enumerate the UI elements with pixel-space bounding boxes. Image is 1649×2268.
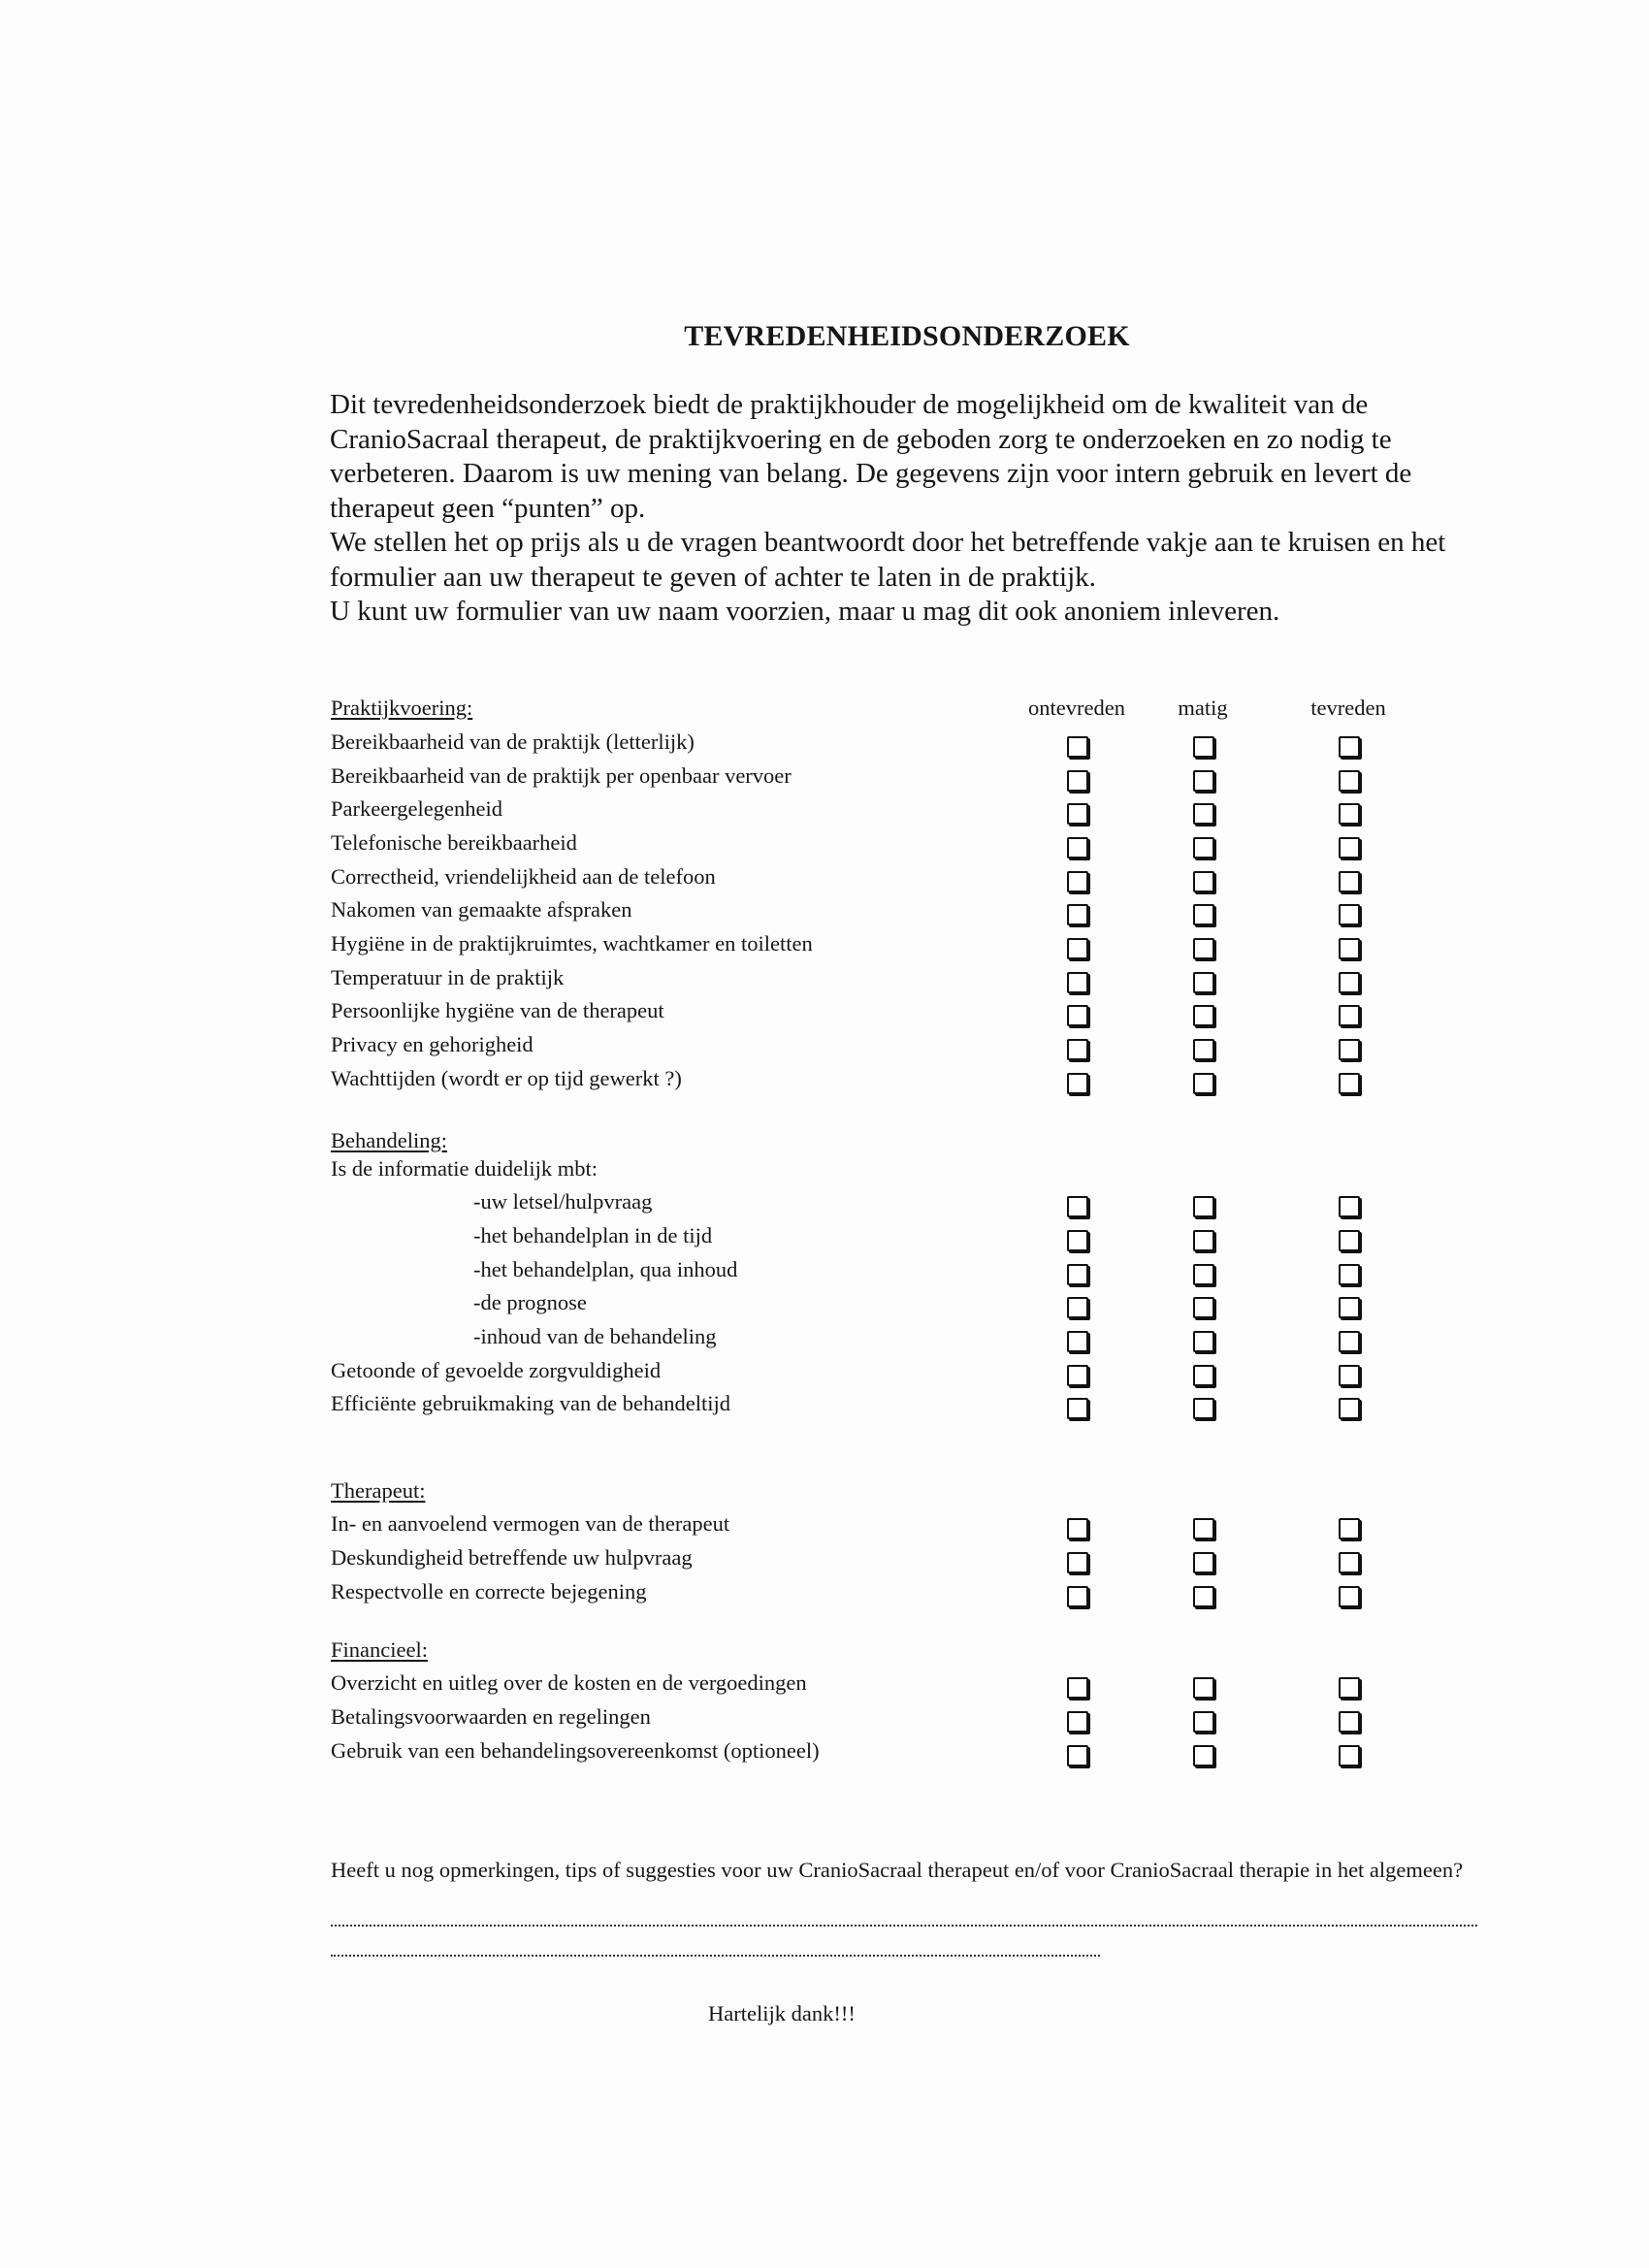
checkbox-tevreden[interactable]	[1339, 1264, 1360, 1285]
checkbox-tevreden[interactable]	[1339, 1711, 1360, 1733]
checkbox-ontevreden[interactable]	[1067, 1005, 1088, 1026]
checkbox-ontevreden[interactable]	[1067, 837, 1088, 859]
checkbox-matig[interactable]	[1193, 1230, 1214, 1251]
checkbox-tevreden[interactable]	[1339, 1331, 1360, 1352]
row-label: Persoonlijke hygiëne van de therapeut	[331, 998, 664, 1022]
checkbox-ontevreden[interactable]	[1067, 1230, 1088, 1251]
checkbox-tevreden[interactable]	[1339, 1398, 1360, 1419]
row-label: Deskundigheid betreffende uw hulpvraag	[331, 1545, 693, 1570]
checkbox-tevreden[interactable]	[1339, 803, 1360, 825]
row-label: -het behandelplan, qua inhoud	[473, 1257, 738, 1281]
checkbox-tevreden[interactable]	[1339, 837, 1360, 859]
checkbox-ontevreden[interactable]	[1067, 770, 1088, 792]
row-label: Getoonde of gevoelde zorgvuldigheid	[331, 1358, 662, 1382]
checkbox-ontevreden[interactable]	[1067, 1196, 1088, 1217]
column-header-matig: matig	[1178, 696, 1228, 720]
checkbox-tevreden[interactable]	[1339, 972, 1360, 993]
checkbox-matig[interactable]	[1193, 1264, 1214, 1285]
row-label: Nakomen van gemaakte afspraken	[331, 897, 632, 922]
checkbox-matig[interactable]	[1193, 904, 1214, 925]
checkbox-matig[interactable]	[1193, 1365, 1214, 1386]
row-label: Bereikbaarheid van de praktijk (letterlijk)	[331, 729, 695, 754]
intro-paragraph: We stellen het op prijs als u de vragen beantwoordt door het betreffende vakje aan te kruisen en het formulier aan uw therapeut te geven of achter te laten in de praktijk.	[330, 527, 1446, 593]
section-heading-financieel: Financieel:	[331, 1637, 428, 1662]
checkbox-matig[interactable]	[1193, 1745, 1214, 1766]
checkbox-ontevreden[interactable]	[1067, 803, 1088, 825]
intro-text	[330, 388, 1504, 630]
remarks-question: Heeft u nog opmerkingen, tips of suggesties voor uw CranioSacraal therapeut en/of voor CranioSacraal therapie in het algemeen?	[331, 1858, 1464, 1882]
checkbox-tevreden[interactable]	[1339, 904, 1360, 925]
checkbox-ontevreden[interactable]	[1067, 1586, 1088, 1607]
checkbox-tevreden[interactable]	[1339, 1745, 1360, 1766]
checkbox-tevreden[interactable]	[1339, 1297, 1360, 1318]
checkbox-tevreden[interactable]	[1339, 1039, 1360, 1060]
checkbox-tevreden[interactable]	[1339, 1196, 1360, 1217]
checkbox-ontevreden[interactable]	[1067, 1264, 1088, 1285]
checkbox-ontevreden[interactable]	[1067, 1073, 1088, 1094]
checkbox-ontevreden[interactable]	[1067, 1552, 1088, 1573]
checkbox-matig[interactable]	[1193, 1005, 1214, 1026]
page-title: TEVREDENHEIDSONDERZOEK	[684, 320, 1130, 352]
section-heading-therapeut: Therapeut:	[331, 1478, 426, 1503]
row-label: Temperatuur in de praktijk	[331, 965, 565, 989]
checkbox-tevreden[interactable]	[1339, 1518, 1360, 1539]
checkbox-tevreden[interactable]	[1339, 1677, 1360, 1699]
row-label: Hygiëne in de praktijkruimtes, wachtkamer en toiletten	[331, 931, 813, 956]
checkbox-tevreden[interactable]	[1339, 938, 1360, 959]
checkbox-tevreden[interactable]	[1339, 871, 1360, 892]
checkbox-tevreden[interactable]	[1339, 1365, 1360, 1386]
column-header-ontevreden: ontevreden	[1028, 696, 1125, 720]
intro-paragraph: U kunt uw formulier van uw naam voorzien, maar u mag dit ook anoniem inleveren.	[330, 596, 1280, 627]
checkbox-matig[interactable]	[1193, 1398, 1214, 1419]
intro-paragraph: Dit tevredenheidsonderzoek biedt de praktijkhouder de mogelijkheid om de kwaliteit van de CranioSacraal therapeut, de praktijkvoering en de geboden zorg te onderzoeken en zo nodig te verbeteren. Daarom is uw mening van belang. De gegevens zijn voor intern gebruik en levert de therapeut geen “punten” op.	[330, 389, 1412, 524]
row-label: -inhoud van de behandeling	[473, 1324, 717, 1348]
checkbox-matig[interactable]	[1193, 1711, 1214, 1733]
checkbox-tevreden[interactable]	[1339, 770, 1360, 792]
checkbox-matig[interactable]	[1193, 1297, 1214, 1318]
checkbox-tevreden[interactable]	[1339, 1552, 1360, 1573]
checkbox-tevreden[interactable]	[1339, 736, 1360, 758]
row-label: Betalingsvoorwaarden en regelingen	[331, 1704, 651, 1729]
checkbox-matig[interactable]	[1193, 1677, 1214, 1699]
checkbox-matig[interactable]	[1193, 736, 1214, 758]
closing-text: Hartelijk dank!!!	[708, 2001, 856, 2025]
row-label: In- en aanvoelend vermogen van de therapeut	[331, 1511, 730, 1536]
column-header-tevreden: tevreden	[1310, 696, 1386, 720]
checkbox-matig[interactable]	[1193, 770, 1214, 792]
checkbox-matig[interactable]	[1193, 938, 1214, 959]
row-label: Overzicht en uitleg over de kosten en de vergoedingen	[331, 1670, 807, 1695]
checkbox-ontevreden[interactable]	[1067, 1518, 1088, 1539]
row-label: -het behandelplan in de tijd	[473, 1223, 713, 1247]
checkbox-matig[interactable]	[1193, 972, 1214, 993]
checkbox-ontevreden[interactable]	[1067, 1398, 1088, 1419]
checkbox-matig[interactable]	[1193, 1039, 1214, 1060]
checkbox-ontevreden[interactable]	[1067, 938, 1088, 959]
row-label: -de prognose	[473, 1290, 587, 1314]
checkbox-matig[interactable]	[1193, 803, 1214, 825]
row-label: Parkeergelegenheid	[331, 796, 503, 821]
row-label: Telefonische bereikbaarheid	[331, 830, 577, 855]
checkbox-matig[interactable]	[1193, 871, 1214, 892]
row-label: Efficiënte gebruikmaking van de behandeltijd	[331, 1391, 730, 1415]
checkbox-matig[interactable]	[1193, 1552, 1214, 1573]
checkbox-ontevreden[interactable]	[1067, 1331, 1088, 1352]
checkbox-tevreden[interactable]	[1339, 1586, 1360, 1607]
checkbox-ontevreden[interactable]	[1067, 871, 1088, 892]
checkbox-ontevreden[interactable]	[1067, 736, 1088, 758]
checkbox-tevreden[interactable]	[1339, 1073, 1360, 1094]
remarks-answer-line-2[interactable]	[331, 1955, 1100, 1957]
checkbox-ontevreden[interactable]	[1067, 1365, 1088, 1386]
row-label: -uw letsel/hulpvraag	[473, 1189, 653, 1214]
row-label: Wachttijden (wordt er op tijd gewerkt ?)	[331, 1066, 682, 1090]
behandeling-intro: Is de informatie duidelijk mbt:	[331, 1156, 598, 1181]
checkbox-ontevreden[interactable]	[1067, 1711, 1088, 1733]
checkbox-matig[interactable]	[1193, 837, 1214, 859]
checkbox-tevreden[interactable]	[1339, 1005, 1360, 1026]
checkbox-matig[interactable]	[1193, 1586, 1214, 1607]
checkbox-ontevreden[interactable]	[1067, 904, 1088, 925]
row-label: Privacy en gehorigheid	[331, 1032, 534, 1056]
checkbox-matig[interactable]	[1193, 1073, 1214, 1094]
checkbox-ontevreden[interactable]	[1067, 972, 1088, 993]
row-label: Respectvolle en correcte bejegening	[331, 1579, 647, 1604]
checkbox-matig[interactable]	[1193, 1331, 1214, 1352]
checkbox-matig[interactable]	[1193, 1196, 1214, 1217]
checkbox-tevreden[interactable]	[1339, 1230, 1360, 1251]
section-heading-praktijkvoering: Praktijkvoering:	[331, 696, 473, 720]
checkbox-ontevreden[interactable]	[1067, 1745, 1088, 1766]
checkbox-matig[interactable]	[1193, 1518, 1214, 1539]
checkbox-ontevreden[interactable]	[1067, 1297, 1088, 1318]
row-label: Bereikbaarheid van de praktijk per openbaar vervoer	[331, 763, 792, 788]
checkbox-ontevreden[interactable]	[1067, 1039, 1088, 1060]
checkbox-ontevreden[interactable]	[1067, 1677, 1088, 1699]
section-heading-behandeling: Behandeling:	[331, 1128, 447, 1152]
remarks-answer-line-1[interactable]	[331, 1925, 1477, 1927]
row-label: Gebruik van een behandelingsovereenkomst (optioneel)	[331, 1738, 820, 1763]
row-label: Correctheid, vriendelijkheid aan de telefoon	[331, 864, 716, 889]
